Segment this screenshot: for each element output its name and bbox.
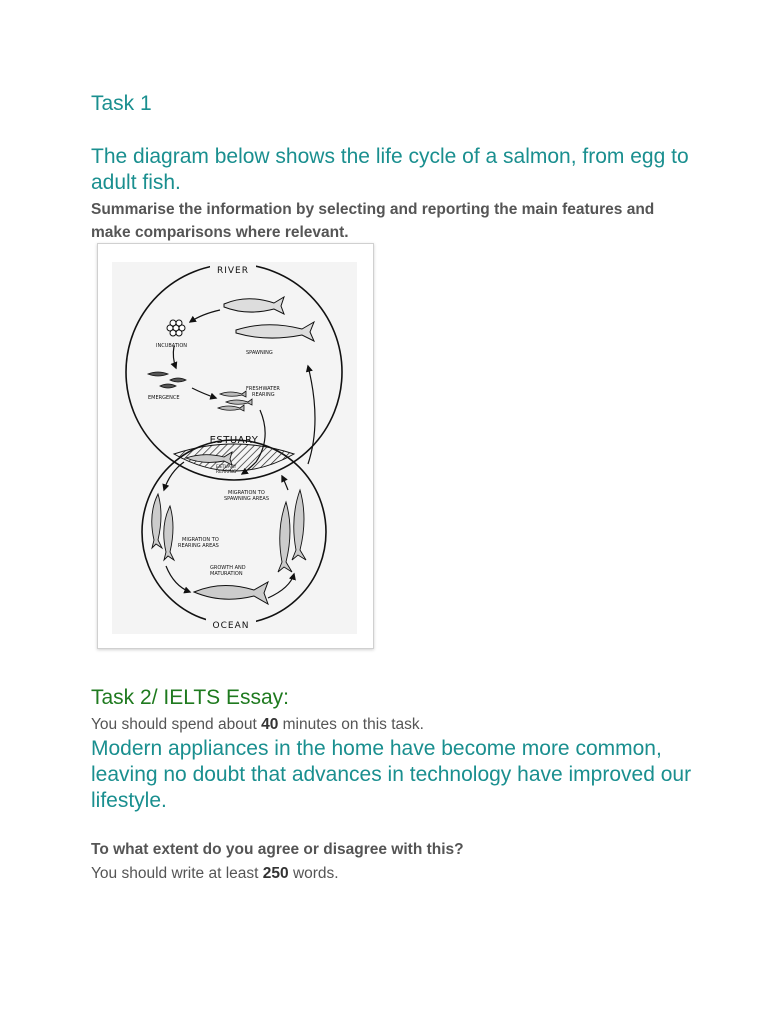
diagram-drawing xyxy=(112,262,357,634)
eggs-icon xyxy=(167,320,185,336)
time-instruction xyxy=(91,716,424,734)
migration-spawning-label-2: SPAWNING AREAS xyxy=(224,496,270,502)
write-suffix: words. xyxy=(288,865,339,882)
estuary-label: ESTUARY xyxy=(209,435,259,446)
essay-question: To what extent do you agree or disagree with this? xyxy=(91,841,464,858)
emergence-label: EMERGENCE xyxy=(148,395,180,401)
spawning-label: SPAWNING xyxy=(246,350,273,356)
migration-rearing-label-2: REARING AREAS xyxy=(178,543,219,549)
time-prefix: You should spend about xyxy=(91,716,262,733)
word-count-instruction xyxy=(91,865,339,883)
freshwater-label-2: REARING xyxy=(252,392,275,398)
growth-label-1: GROWTH AND xyxy=(210,565,246,571)
word-count: 250 xyxy=(262,865,289,882)
write-prefix: You should write at least xyxy=(91,865,263,882)
incubation-label: INCUBATION xyxy=(156,343,188,349)
task1-title: Task 1 xyxy=(91,92,152,115)
growth-label-2: MATURATION xyxy=(210,571,243,577)
migration-rearing-label-1: MIGRATION TO xyxy=(182,537,219,543)
essay-prompt: Modern appliances in the home have become more common, leaving no doubt that advances in technology have improved our lifestyle. xyxy=(91,737,692,812)
migration-spawning-label-1: MIGRATION TO xyxy=(228,490,265,496)
freshwater-label-1: FRESHWATER xyxy=(246,386,280,392)
task1-description: The diagram below shows the life cycle of a salmon, from egg to adult fish. xyxy=(91,145,689,194)
estuary-rearing-label-2: REARING xyxy=(216,470,237,475)
salmon-life-cycle-diagram xyxy=(97,243,374,649)
time-minutes: 40 xyxy=(261,716,279,733)
task2-title: Task 2/ IELTS Essay: xyxy=(91,686,290,709)
river-label: RIVER xyxy=(216,266,250,276)
ocean-label: OCEAN xyxy=(212,621,250,631)
time-suffix: minutes on this task. xyxy=(278,716,424,733)
task1-instructions: Summarise the information by selecting and reporting the main features and make comparisons where relevant. xyxy=(91,201,655,241)
estuary-rearing-label-1: ESTUARY xyxy=(216,465,237,470)
